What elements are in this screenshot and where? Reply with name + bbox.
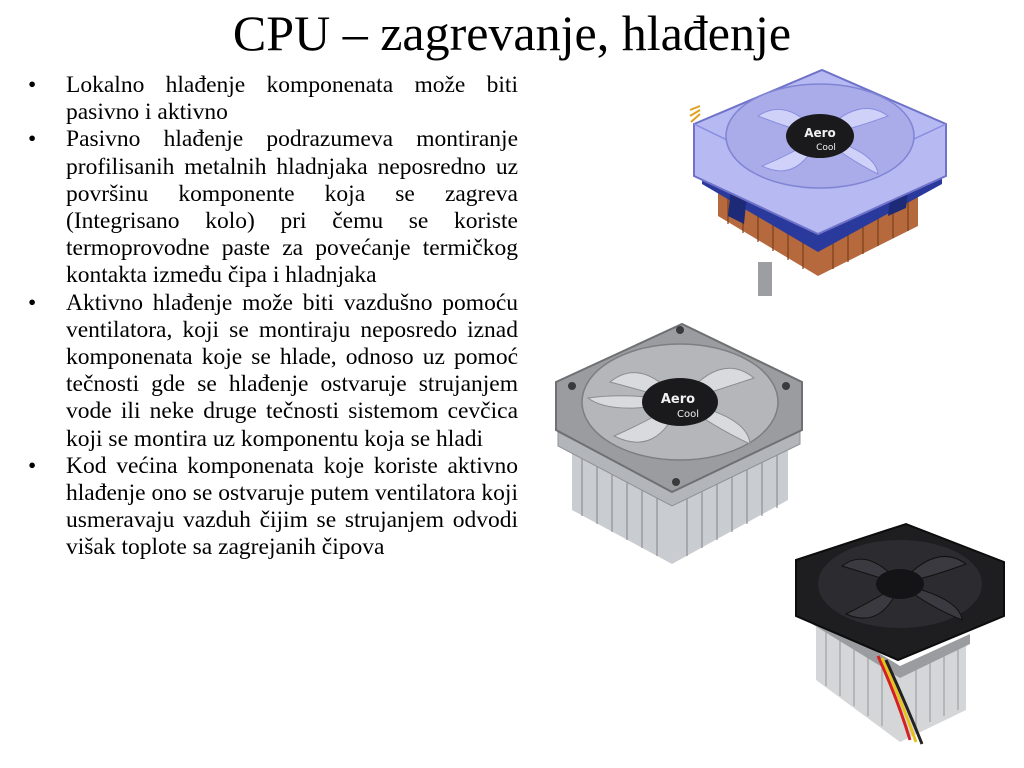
silver-cooler-logo-aero: Aero xyxy=(660,392,696,407)
bullet-marker: • xyxy=(28,452,37,479)
black-fan-cooler-photo xyxy=(790,520,1010,748)
bullet-text: Pasivno hlađenje podrazumeva montiranje profilisanih metalnih hladnjaka neposredno uz površinu komponente koja se zagreva (Integrisano kolo) pri čemu se koriste termoprovodne paste za povećanje termičkog kontakta između čipa i hladnjaka xyxy=(66,126,518,289)
bullet-marker: • xyxy=(28,72,37,98)
slide-title: CPU – zagrevanje, hlađenje xyxy=(232,5,792,61)
bullet-item-lokalno xyxy=(28,72,518,126)
bullet-item-ventilatori xyxy=(28,453,518,562)
bullet-text: Kod većina komponenata koje koriste aktivno hlađenje ono se ostvaruje putem ventilatora koji usmeravaju vazduh čijim se strujanjem odvodi višak toplote sa zagrejanih čipova xyxy=(66,452,518,561)
bullet-marker: • xyxy=(28,289,37,316)
blue-cooler-logo-cool: Cool xyxy=(816,143,836,153)
silver-cooler-logo-cool: Cool xyxy=(677,409,699,420)
bullet-item-aktivno xyxy=(28,290,518,453)
blue-aerocool-cooler-photo xyxy=(688,66,950,318)
bullet-text: Lokalno hlađenje komponenata može biti pasivno i aktivno xyxy=(66,72,518,126)
bullet-text: Aktivno hlađenje može biti vazdušno pomoću ventilatora, koji se montiraju neposredo iznad komponenata koje se hlade, odnoso uz pomoć tečnosti gde se hlađenje ostvaruje strujanjem vode ili neke druge tečnosti sistemom cevčica koji se montira uz komponentu koja se hladi xyxy=(66,289,518,452)
bullet-item-pasivno xyxy=(28,126,518,289)
silver-aerocool-cooler-photo xyxy=(552,320,808,570)
bullet-list xyxy=(28,72,518,562)
blue-cooler-logo-aero: Aero xyxy=(804,126,836,140)
bullet-marker: • xyxy=(28,126,37,153)
